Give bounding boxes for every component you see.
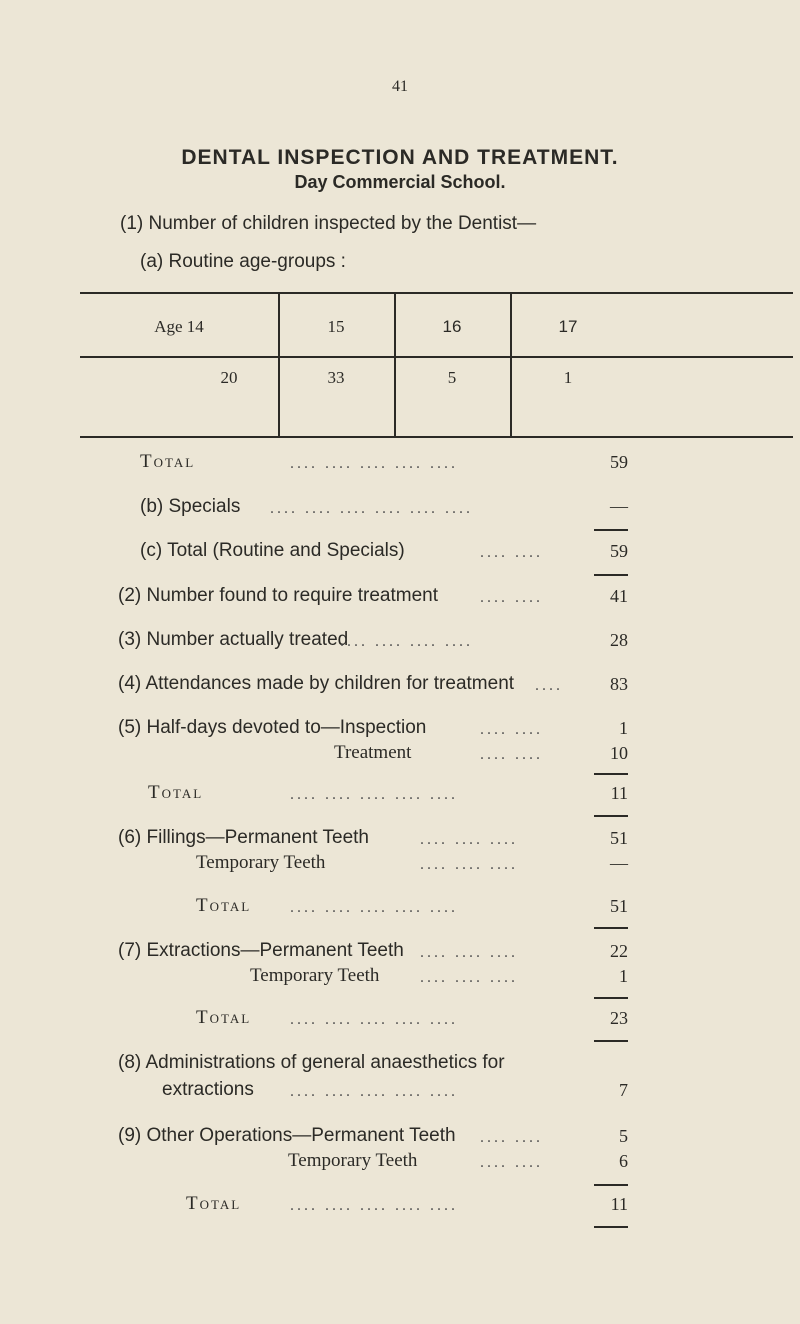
page-title: DENTAL INSPECTION AND TREATMENT. bbox=[181, 146, 619, 169]
item6-total-value: 51 bbox=[610, 896, 628, 916]
table-value-cell: 20 bbox=[220, 368, 238, 387]
item2-value: 41 bbox=[610, 586, 628, 606]
item3-label: (3) Number actually treated bbox=[118, 629, 349, 650]
item9-label: (9) Other Operations—Permanent Teeth bbox=[118, 1125, 456, 1146]
item7-value2: 1 bbox=[619, 966, 628, 986]
leader-dots: .... .... .... .... .... bbox=[290, 899, 458, 916]
item9-total-value: 11 bbox=[610, 1194, 628, 1214]
item7-total-value: 23 bbox=[610, 1008, 628, 1028]
item4-value: 83 bbox=[610, 674, 628, 694]
item1c-value: 59 bbox=[610, 541, 628, 561]
item4-label: (4) Attendances made by children for treatment bbox=[118, 673, 515, 694]
item1b-value: — bbox=[610, 496, 628, 516]
leader-dots: .... .... .... bbox=[420, 944, 518, 961]
leader-dots: .... .... bbox=[480, 544, 543, 561]
item8-label: (8) Administrations of general anaesthetics for bbox=[118, 1052, 505, 1073]
item9-value2: 6 bbox=[619, 1151, 628, 1171]
leader-dots: .... .... bbox=[480, 589, 543, 606]
page-subtitle: Day Commercial School. bbox=[294, 172, 506, 192]
sum-rule bbox=[594, 1040, 628, 1042]
item7-total-label: Total bbox=[196, 1007, 252, 1028]
item9-total-label: Total bbox=[186, 1193, 242, 1214]
item6-label: (6) Fillings—Permanent Teeth bbox=[118, 827, 369, 848]
item5-label: (5) Half-days devoted to—Inspection bbox=[118, 717, 427, 738]
leader-dots: .... .... .... .... .... bbox=[290, 455, 458, 472]
leader-dots: .... .... bbox=[480, 1129, 543, 1146]
item6-value2: — bbox=[610, 853, 628, 873]
table-value-cell: 33 bbox=[327, 368, 345, 387]
item1-total-value: 59 bbox=[610, 452, 628, 472]
sum-rule bbox=[594, 997, 628, 999]
leader-dots: .... .... .... .... .... bbox=[290, 786, 458, 803]
item3-value: 28 bbox=[610, 630, 628, 650]
page-number: 41 bbox=[392, 78, 408, 95]
leader-dots: .... .... .... bbox=[420, 969, 518, 986]
item8-label2: extractions bbox=[162, 1079, 254, 1100]
item1-label: (1) Number of children inspected by the Dentist— bbox=[120, 213, 537, 234]
table-header-cell: Age 14 bbox=[154, 317, 204, 336]
sum-rule bbox=[594, 815, 628, 817]
item2-label: (2) Number found to require treatment bbox=[118, 585, 438, 606]
item5-total-value: 11 bbox=[610, 783, 628, 803]
leader-dots: .... .... .... .... .... .... bbox=[270, 500, 473, 517]
item5-total-label: Total bbox=[148, 782, 204, 803]
item7-label2: Temporary Teeth bbox=[250, 965, 380, 986]
item9-label2: Temporary Teeth bbox=[288, 1150, 418, 1171]
leader-dots: .... bbox=[535, 677, 563, 694]
leader-dots: .... .... .... .... .... bbox=[290, 1083, 458, 1100]
item6-label2: Temporary Teeth bbox=[196, 852, 326, 873]
item5-value1: 1 bbox=[619, 718, 628, 738]
item1a-label: (a) Routine age-groups : bbox=[140, 251, 346, 272]
table-header-cell: 16 bbox=[442, 317, 462, 336]
leader-dots: .... .... .... .... .... bbox=[290, 1197, 458, 1214]
table-mid-rule bbox=[80, 356, 793, 358]
item8-value: 7 bbox=[619, 1080, 628, 1100]
item1c-label: (c) Total (Routine and Specials) bbox=[140, 540, 405, 561]
sum-rule bbox=[594, 574, 628, 576]
leader-dots: .... .... bbox=[480, 721, 543, 738]
table-divider bbox=[278, 292, 280, 436]
table-divider bbox=[510, 292, 512, 436]
sum-rule bbox=[594, 529, 628, 531]
table-top-rule bbox=[80, 292, 793, 294]
leader-dots: .... .... .... bbox=[420, 856, 518, 873]
leader-dots: .... .... .... .... bbox=[340, 633, 473, 650]
sum-rule bbox=[594, 927, 628, 929]
table-value-cell: 5 bbox=[447, 368, 457, 387]
table-value-cell: 1 bbox=[563, 368, 573, 387]
sum-rule bbox=[594, 1226, 628, 1228]
leader-dots: .... .... bbox=[480, 746, 543, 763]
item6-value1: 51 bbox=[610, 828, 628, 848]
table-header-cell: 17 bbox=[558, 317, 578, 336]
table-bottom-rule bbox=[80, 436, 793, 438]
item1b-label: (b) Specials bbox=[140, 496, 241, 517]
item6-total-label: Total bbox=[196, 895, 252, 916]
leader-dots: .... .... .... bbox=[420, 831, 518, 848]
table-header-cell: 15 bbox=[327, 317, 345, 336]
sum-rule bbox=[594, 773, 628, 775]
item1-total-label: Total bbox=[140, 451, 196, 472]
sum-rule bbox=[594, 1184, 628, 1186]
leader-dots: .... .... bbox=[480, 1154, 543, 1171]
item5-label2: Treatment bbox=[334, 742, 412, 763]
item5-value2: 10 bbox=[610, 743, 628, 763]
item7-label: (7) Extractions—Permanent Teeth bbox=[118, 940, 404, 961]
leader-dots: .... .... .... .... .... bbox=[290, 1011, 458, 1028]
item7-value1: 22 bbox=[610, 941, 628, 961]
item9-value1: 5 bbox=[619, 1126, 628, 1146]
table-divider bbox=[394, 292, 396, 436]
